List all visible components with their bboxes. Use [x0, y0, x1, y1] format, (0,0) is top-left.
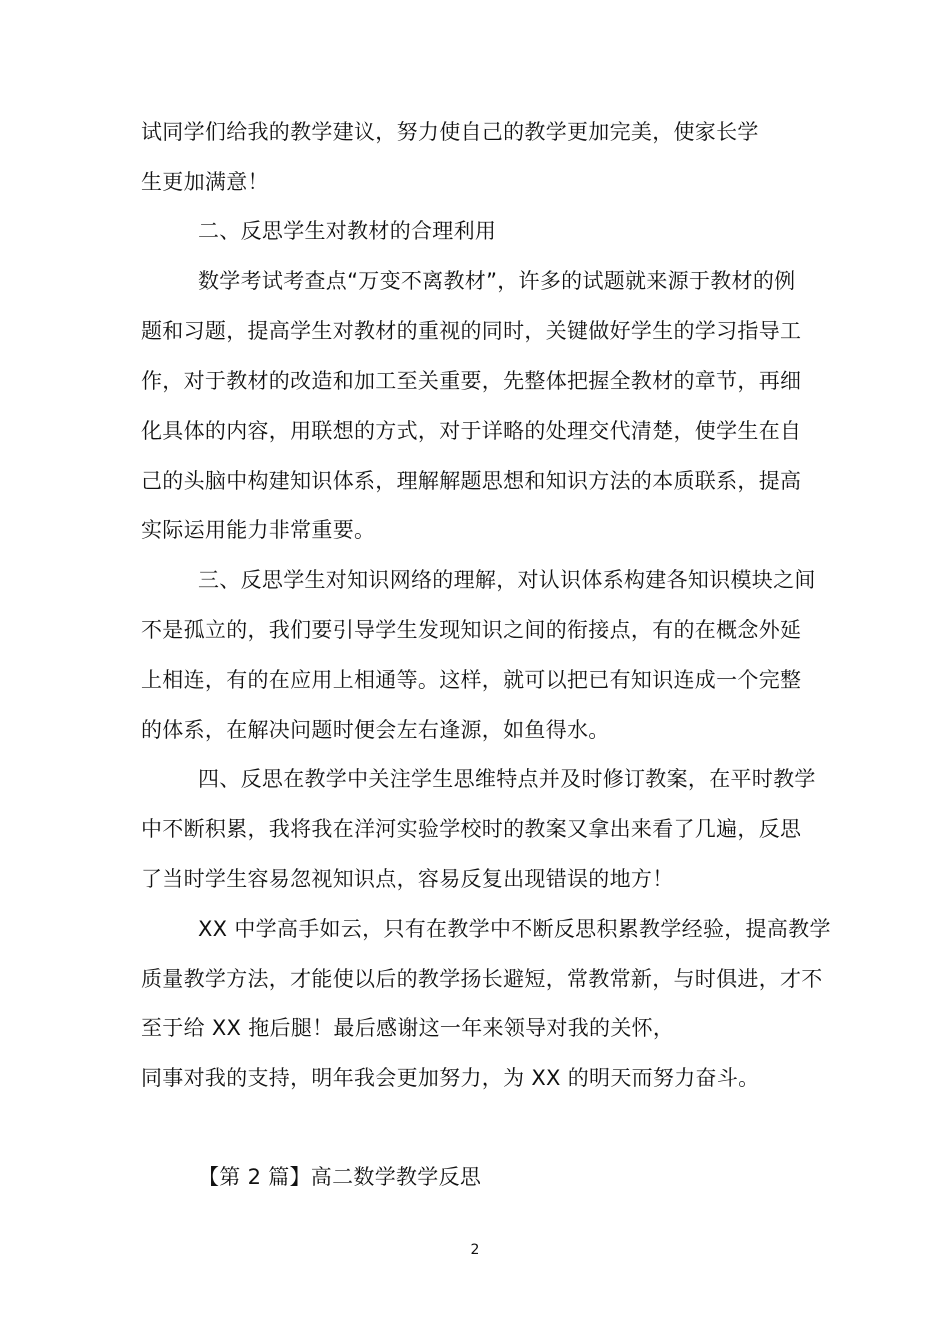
text-line: 上相连，有的在应用上相通等。这样，就可以把已有知识连成一个完整 — [141, 668, 802, 692]
page-number: 2 — [470, 1242, 480, 1258]
text-line: XX 中学高手如云，只有在教学中不断反思积累教学经验，提高教学 — [198, 917, 831, 941]
text-line: 实际运用能力非常重要。 — [141, 518, 376, 542]
text-line: 三、反思学生对知识网络的理解，对认识体系构建各知识模块之间 — [198, 568, 816, 592]
text-line: 作，对于教材的改造和加工至关重要，先整体把握全教材的章节，再细 — [141, 369, 802, 393]
article-heading: 【第 2 篇】高二数学教学反思 — [198, 1165, 482, 1189]
text-line: 试同学们给我的教学建议，努力使自己的教学更加完美，使家长学 — [141, 120, 759, 144]
text-line: 化具体的内容，用联想的方式，对于详略的处理交代清楚，使学生在自 — [141, 419, 802, 443]
text-line: 中不断积累，我将我在洋河实验学校时的教案又拿出来看了几遍，反思 — [141, 817, 802, 841]
text-line: 四、反思在教学中关注学生思维特点并及时修订教案，在平时教学 — [198, 767, 816, 791]
text-line: 生更加满意！ — [141, 170, 269, 194]
text-line: 数学考试考查点“万变不离教材”，许多的试题就来源于教材的例 — [198, 269, 796, 293]
text-line: 至于给 XX 拖后腿！最后感谢这一年来领导对我的关怀， — [141, 1016, 675, 1040]
section-heading: 二、反思学生对教材的合理利用 — [198, 219, 497, 243]
text-line: 题和习题，提高学生对教材的重视的同时，关键做好学生的学习指导工 — [141, 319, 802, 343]
text-line: 质量教学方法，才能使以后的教学扬长避短，常教常新，与时俱进，才不 — [141, 967, 823, 991]
text-line: 的体系，在解决问题时便会左右逢源，如鱼得水。 — [141, 718, 610, 742]
text-line: 己的头脑中构建知识体系，理解解题思想和知识方法的本质联系，提高 — [141, 469, 802, 493]
text-line: 了当时学生容易忽视知识点，容易反复出现错误的地方！ — [141, 867, 674, 891]
text-line: 同事对我的支持，明年我会更加努力，为 XX 的明天而努力奋斗。 — [141, 1066, 760, 1090]
text-line: 不是孤立的，我们要引导学生发现知识之间的衔接点，有的在概念外延 — [141, 618, 802, 642]
